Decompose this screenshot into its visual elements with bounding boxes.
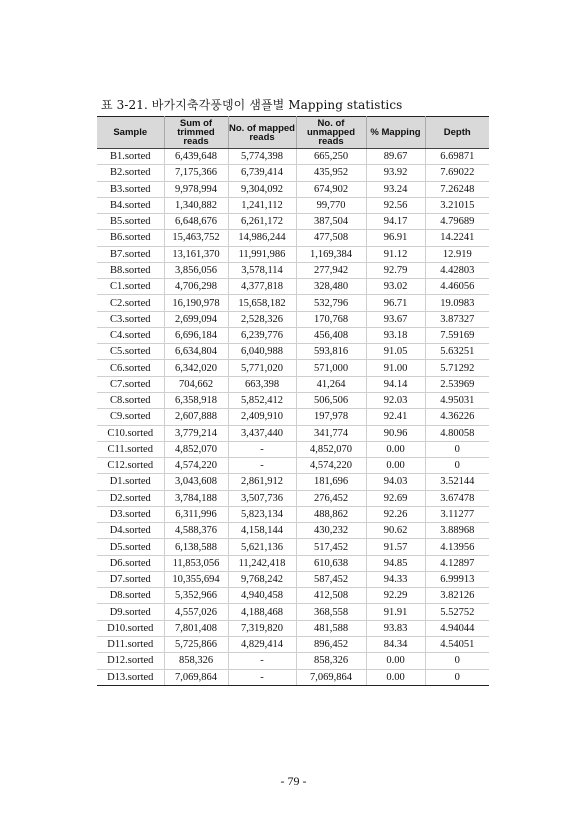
cell-sum-trimmed-reads: 3,856,056	[164, 262, 228, 278]
cell-unmapped-reads: 587,452	[296, 571, 366, 587]
cell-mapped-reads: 5,621,136	[228, 539, 296, 555]
cell-depth: 3.21015	[425, 197, 489, 213]
cell-sample: C6.sorted	[97, 360, 164, 376]
table-row	[97, 409, 489, 425]
cell-sample: B7.sorted	[97, 246, 164, 262]
cell-depth: 4.12897	[425, 555, 489, 571]
table-row	[97, 165, 489, 181]
cell-sum-trimmed-reads: 6,311,996	[164, 506, 228, 522]
cell-unmapped-reads: 858,326	[296, 653, 366, 669]
cell-mapping-percent: 0.00	[366, 669, 425, 685]
table-row	[97, 441, 489, 457]
column-header-depth: Depth	[425, 117, 489, 149]
cell-sample: C8.sorted	[97, 392, 164, 408]
cell-unmapped-reads: 170,768	[296, 311, 366, 327]
cell-mapped-reads: 1,241,112	[228, 197, 296, 213]
cell-sum-trimmed-reads: 3,779,214	[164, 425, 228, 441]
cell-depth: 4.94044	[425, 620, 489, 636]
cell-depth: 4.42803	[425, 262, 489, 278]
cell-sample: D9.sorted	[97, 604, 164, 620]
cell-depth: 12.919	[425, 246, 489, 262]
cell-unmapped-reads: 328,480	[296, 279, 366, 295]
table-row	[97, 539, 489, 555]
table-caption: 표 3-21. 바가지축각풍뎅이 샘플별 Mapping statistics	[101, 98, 403, 112]
cell-unmapped-reads: 99,770	[296, 197, 366, 213]
cell-sample: C9.sorted	[97, 409, 164, 425]
cell-mapped-reads: 5,823,134	[228, 506, 296, 522]
cell-sum-trimmed-reads: 6,696,184	[164, 327, 228, 343]
table-row	[97, 425, 489, 441]
cell-depth: 3.11277	[425, 506, 489, 522]
cell-mapping-percent: 92.69	[366, 490, 425, 506]
cell-depth: 3.52144	[425, 474, 489, 490]
cell-depth: 7.69022	[425, 165, 489, 181]
table-row	[97, 474, 489, 490]
cell-unmapped-reads: 7,069,864	[296, 669, 366, 685]
page-number: - 79 -	[280, 774, 307, 788]
cell-sum-trimmed-reads: 9,978,994	[164, 181, 228, 197]
cell-unmapped-reads: 517,452	[296, 539, 366, 555]
cell-sample: D4.sorted	[97, 523, 164, 539]
cell-sample: C5.sorted	[97, 344, 164, 360]
cell-mapping-percent: 91.00	[366, 360, 425, 376]
cell-sum-trimmed-reads: 6,358,918	[164, 392, 228, 408]
column-header-mapping-percent: % Mapping	[366, 117, 425, 149]
cell-unmapped-reads: 197,978	[296, 409, 366, 425]
cell-unmapped-reads: 4,574,220	[296, 458, 366, 474]
cell-sample: D5.sorted	[97, 539, 164, 555]
cell-depth: 19.0983	[425, 295, 489, 311]
cell-sum-trimmed-reads: 3,784,188	[164, 490, 228, 506]
cell-sum-trimmed-reads: 2,607,888	[164, 409, 228, 425]
table-row	[97, 246, 489, 262]
cell-mapping-percent: 91.91	[366, 604, 425, 620]
table-row	[97, 555, 489, 571]
table-row	[97, 181, 489, 197]
cell-unmapped-reads: 610,638	[296, 555, 366, 571]
table-row	[97, 604, 489, 620]
cell-depth: 0	[425, 669, 489, 685]
cell-mapping-percent: 0.00	[366, 653, 425, 669]
table-row	[97, 279, 489, 295]
table-row	[97, 523, 489, 539]
table-row	[97, 506, 489, 522]
cell-unmapped-reads: 506,506	[296, 392, 366, 408]
cell-depth: 5.71292	[425, 360, 489, 376]
cell-mapping-percent: 89.67	[366, 149, 425, 165]
cell-mapping-percent: 0.00	[366, 458, 425, 474]
cell-mapped-reads: 4,377,818	[228, 279, 296, 295]
cell-mapping-percent: 94.14	[366, 376, 425, 392]
cell-sum-trimmed-reads: 7,801,408	[164, 620, 228, 636]
cell-sample: D8.sorted	[97, 588, 164, 604]
cell-depth: 0	[425, 653, 489, 669]
cell-sample: C7.sorted	[97, 376, 164, 392]
cell-mapping-percent: 92.79	[366, 262, 425, 278]
cell-sample: D7.sorted	[97, 571, 164, 587]
cell-sample: B3.sorted	[97, 181, 164, 197]
table-row	[97, 392, 489, 408]
cell-mapping-percent: 94.03	[366, 474, 425, 490]
cell-unmapped-reads: 430,232	[296, 523, 366, 539]
cell-depth: 0	[425, 458, 489, 474]
table-row	[97, 344, 489, 360]
cell-mapping-percent: 93.18	[366, 327, 425, 343]
mapping-statistics-table	[97, 116, 489, 686]
cell-sample: D2.sorted	[97, 490, 164, 506]
cell-mapped-reads: -	[228, 653, 296, 669]
cell-unmapped-reads: 41,264	[296, 376, 366, 392]
cell-sum-trimmed-reads: 4,557,026	[164, 604, 228, 620]
cell-sum-trimmed-reads: 3,043,608	[164, 474, 228, 490]
table-row	[97, 458, 489, 474]
cell-mapping-percent: 90.62	[366, 523, 425, 539]
cell-sample: C4.sorted	[97, 327, 164, 343]
cell-sum-trimmed-reads: 4,706,298	[164, 279, 228, 295]
cell-sum-trimmed-reads: 13,161,370	[164, 246, 228, 262]
cell-sample: B5.sorted	[97, 214, 164, 230]
cell-depth: 14.2241	[425, 230, 489, 246]
cell-sum-trimmed-reads: 5,725,866	[164, 636, 228, 652]
cell-mapping-percent: 96.71	[366, 295, 425, 311]
table-row	[97, 311, 489, 327]
cell-sum-trimmed-reads: 6,138,588	[164, 539, 228, 555]
cell-mapping-percent: 92.03	[366, 392, 425, 408]
cell-depth: 2.53969	[425, 376, 489, 392]
cell-mapped-reads: 663,398	[228, 376, 296, 392]
cell-mapped-reads: 14,986,244	[228, 230, 296, 246]
cell-sample: C3.sorted	[97, 311, 164, 327]
cell-mapped-reads: 6,239,776	[228, 327, 296, 343]
cell-depth: 0	[425, 441, 489, 457]
cell-sum-trimmed-reads: 4,588,376	[164, 523, 228, 539]
table-row	[97, 360, 489, 376]
cell-mapped-reads: 9,304,092	[228, 181, 296, 197]
cell-mapping-percent: 94.33	[366, 571, 425, 587]
cell-mapping-percent: 93.24	[366, 181, 425, 197]
cell-depth: 3.87327	[425, 311, 489, 327]
cell-sample: C12.sorted	[97, 458, 164, 474]
cell-sample: D3.sorted	[97, 506, 164, 522]
cell-sum-trimmed-reads: 6,439,648	[164, 149, 228, 165]
cell-mapping-percent: 92.41	[366, 409, 425, 425]
cell-unmapped-reads: 896,452	[296, 636, 366, 652]
cell-sum-trimmed-reads: 11,853,056	[164, 555, 228, 571]
cell-unmapped-reads: 368,558	[296, 604, 366, 620]
table-row	[97, 620, 489, 636]
cell-mapping-percent: 93.83	[366, 620, 425, 636]
cell-sum-trimmed-reads: 7,175,366	[164, 165, 228, 181]
cell-mapping-percent: 92.26	[366, 506, 425, 522]
cell-depth: 4.13956	[425, 539, 489, 555]
cell-unmapped-reads: 387,504	[296, 214, 366, 230]
cell-unmapped-reads: 456,408	[296, 327, 366, 343]
table-header-row	[97, 117, 489, 149]
cell-mapped-reads: 4,829,414	[228, 636, 296, 652]
table-row	[97, 588, 489, 604]
cell-mapping-percent: 94.17	[366, 214, 425, 230]
cell-sample: D1.sorted	[97, 474, 164, 490]
table-row	[97, 197, 489, 213]
cell-depth: 6.69871	[425, 149, 489, 165]
cell-depth: 5.52752	[425, 604, 489, 620]
table-body	[97, 149, 489, 686]
cell-sample: D12.sorted	[97, 653, 164, 669]
cell-unmapped-reads: 674,902	[296, 181, 366, 197]
column-header-sum-trimmed-reads: Sum of trimmed reads	[164, 117, 228, 149]
column-header-sample: Sample	[97, 117, 164, 149]
cell-depth: 7.26248	[425, 181, 489, 197]
cell-mapped-reads: 5,774,398	[228, 149, 296, 165]
cell-sum-trimmed-reads: 1,340,882	[164, 197, 228, 213]
cell-unmapped-reads: 341,774	[296, 425, 366, 441]
cell-sum-trimmed-reads: 16,190,978	[164, 295, 228, 311]
table-row	[97, 214, 489, 230]
cell-mapped-reads: 9,768,242	[228, 571, 296, 587]
cell-unmapped-reads: 532,796	[296, 295, 366, 311]
column-header-mapped-reads: No. of mapped reads	[228, 117, 296, 149]
cell-mapped-reads: 5,771,020	[228, 360, 296, 376]
table-row	[97, 230, 489, 246]
cell-mapping-percent: 84.34	[366, 636, 425, 652]
cell-mapped-reads: 2,528,326	[228, 311, 296, 327]
cell-unmapped-reads: 571,000	[296, 360, 366, 376]
cell-mapping-percent: 92.29	[366, 588, 425, 604]
cell-depth: 3.67478	[425, 490, 489, 506]
cell-mapping-percent: 91.05	[366, 344, 425, 360]
cell-unmapped-reads: 4,852,070	[296, 441, 366, 457]
cell-sum-trimmed-reads: 15,463,752	[164, 230, 228, 246]
cell-mapping-percent: 94.85	[366, 555, 425, 571]
cell-sum-trimmed-reads: 7,069,864	[164, 669, 228, 685]
cell-depth: 3.88968	[425, 523, 489, 539]
cell-mapped-reads: -	[228, 458, 296, 474]
cell-mapping-percent: 92.56	[366, 197, 425, 213]
cell-mapped-reads: 4,940,458	[228, 588, 296, 604]
cell-mapped-reads: 6,261,172	[228, 214, 296, 230]
cell-mapping-percent: 91.57	[366, 539, 425, 555]
cell-sample: D10.sorted	[97, 620, 164, 636]
cell-sum-trimmed-reads: 5,352,966	[164, 588, 228, 604]
cell-sample: B4.sorted	[97, 197, 164, 213]
cell-mapped-reads: 4,158,144	[228, 523, 296, 539]
cell-mapped-reads: 11,242,418	[228, 555, 296, 571]
cell-unmapped-reads: 1,169,384	[296, 246, 366, 262]
cell-sum-trimmed-reads: 6,342,020	[164, 360, 228, 376]
cell-mapped-reads: 11,991,986	[228, 246, 296, 262]
cell-unmapped-reads: 276,452	[296, 490, 366, 506]
cell-mapped-reads: 15,658,182	[228, 295, 296, 311]
cell-mapping-percent: 0.00	[366, 441, 425, 457]
cell-mapped-reads: -	[228, 441, 296, 457]
cell-sample: C11.sorted	[97, 441, 164, 457]
cell-depth: 4.80058	[425, 425, 489, 441]
cell-depth: 6.99913	[425, 571, 489, 587]
cell-mapped-reads: 5,852,412	[228, 392, 296, 408]
cell-unmapped-reads: 481,588	[296, 620, 366, 636]
cell-mapping-percent: 93.67	[366, 311, 425, 327]
cell-unmapped-reads: 412,508	[296, 588, 366, 604]
table-row	[97, 636, 489, 652]
cell-mapped-reads: 3,578,114	[228, 262, 296, 278]
cell-sum-trimmed-reads: 4,852,070	[164, 441, 228, 457]
cell-sample: C1.sorted	[97, 279, 164, 295]
cell-depth: 4.79689	[425, 214, 489, 230]
cell-sum-trimmed-reads: 4,574,220	[164, 458, 228, 474]
table-row	[97, 490, 489, 506]
cell-mapping-percent: 91.12	[366, 246, 425, 262]
cell-unmapped-reads: 488,862	[296, 506, 366, 522]
cell-sample: B8.sorted	[97, 262, 164, 278]
cell-mapped-reads: 4,188,468	[228, 604, 296, 620]
cell-mapped-reads: 6,739,414	[228, 165, 296, 181]
cell-mapping-percent: 93.92	[366, 165, 425, 181]
cell-mapped-reads: 3,437,440	[228, 425, 296, 441]
cell-sample: B6.sorted	[97, 230, 164, 246]
cell-unmapped-reads: 593,816	[296, 344, 366, 360]
cell-unmapped-reads: 477,508	[296, 230, 366, 246]
cell-sum-trimmed-reads: 704,662	[164, 376, 228, 392]
column-header-unmapped-reads: No. of unmapped reads	[296, 117, 366, 149]
cell-sample: C2.sorted	[97, 295, 164, 311]
cell-sum-trimmed-reads: 10,355,694	[164, 571, 228, 587]
table-row	[97, 571, 489, 587]
cell-mapping-percent: 93.02	[366, 279, 425, 295]
cell-mapping-percent: 96.91	[366, 230, 425, 246]
cell-mapping-percent: 90.96	[366, 425, 425, 441]
table-row	[97, 149, 489, 165]
table-row	[97, 327, 489, 343]
cell-sum-trimmed-reads: 2,699,094	[164, 311, 228, 327]
cell-sample: D13.sorted	[97, 669, 164, 685]
table-row	[97, 376, 489, 392]
cell-mapped-reads: 7,319,820	[228, 620, 296, 636]
cell-sample: D6.sorted	[97, 555, 164, 571]
cell-unmapped-reads: 435,952	[296, 165, 366, 181]
cell-sample: B1.sorted	[97, 149, 164, 165]
cell-unmapped-reads: 181,696	[296, 474, 366, 490]
cell-depth: 4.95031	[425, 392, 489, 408]
table-row	[97, 653, 489, 669]
cell-sample: D11.sorted	[97, 636, 164, 652]
cell-depth: 5.63251	[425, 344, 489, 360]
cell-sum-trimmed-reads: 6,634,804	[164, 344, 228, 360]
cell-sum-trimmed-reads: 858,326	[164, 653, 228, 669]
cell-unmapped-reads: 277,942	[296, 262, 366, 278]
cell-sample: B2.sorted	[97, 165, 164, 181]
cell-depth: 3.82126	[425, 588, 489, 604]
cell-depth: 7.59169	[425, 327, 489, 343]
table-row	[97, 669, 489, 685]
cell-mapped-reads: -	[228, 669, 296, 685]
cell-mapped-reads: 2,861,912	[228, 474, 296, 490]
cell-unmapped-reads: 665,250	[296, 149, 366, 165]
cell-mapped-reads: 3,507,736	[228, 490, 296, 506]
cell-depth: 4.46056	[425, 279, 489, 295]
cell-mapped-reads: 6,040,988	[228, 344, 296, 360]
cell-depth: 4.54051	[425, 636, 489, 652]
cell-sample: C10.sorted	[97, 425, 164, 441]
table-row	[97, 262, 489, 278]
cell-mapped-reads: 2,409,910	[228, 409, 296, 425]
cell-depth: 4.36226	[425, 409, 489, 425]
table-row	[97, 295, 489, 311]
cell-sum-trimmed-reads: 6,648,676	[164, 214, 228, 230]
